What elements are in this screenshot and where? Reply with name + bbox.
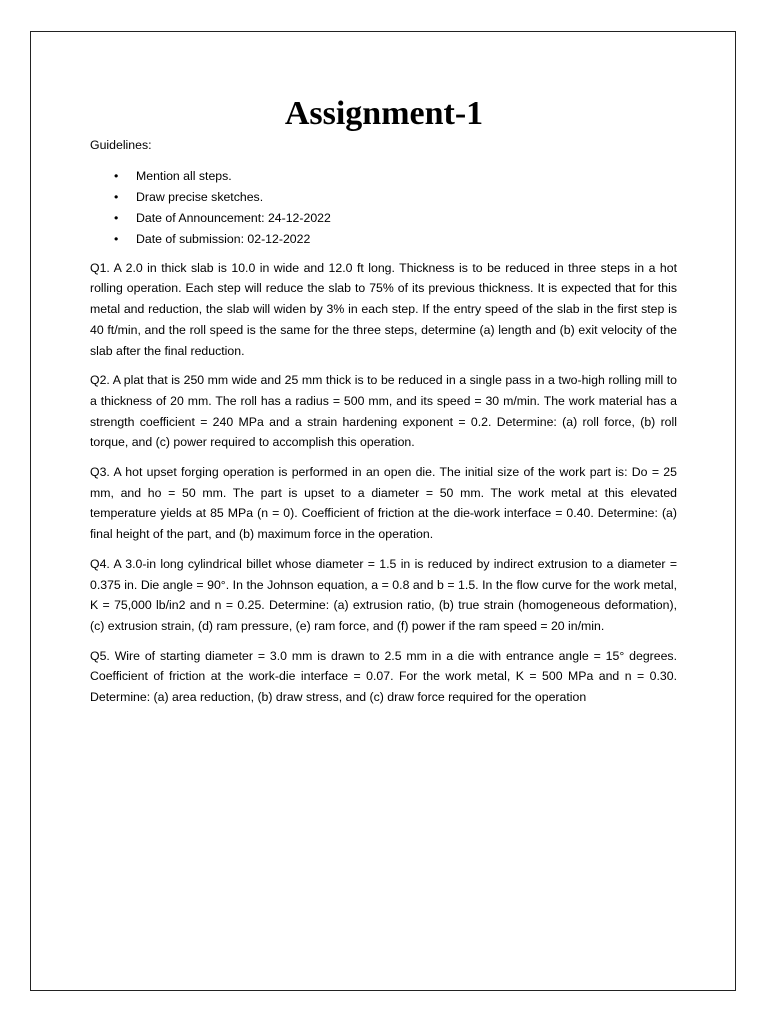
guideline-text: Date of submission: 02-12-2022 (136, 231, 311, 246)
question-1: Q1. A 2.0 in thick slab is 10.0 in wide and 12.0 ft long. Thickness is to be reduced in three steps in a hot rolling operation. Each step will reduce the slab to 75% of its previous thickness. It is expected that for this metal and reduction, the slab will widen by 3% in each step. If the entry speed of the slab in the first step is 40 ft/min, and the roll speed is the same for the three steps, determine (a) length and (b) exit velocity of the slab after the final reduction. (90, 260, 677, 358)
bullet-icon: • (114, 168, 119, 183)
bullet-icon: • (114, 210, 119, 225)
guideline-text: Date of Announcement: 24-12-2022 (136, 210, 331, 225)
question-5: Q5. Wire of starting diameter = 3.0 mm is drawn to 2.5 mm in a die with entrance angle = 15° degrees. Coefficient of friction at the work-die interface = 0.07. For the work metal, K = 500 MPa and n = 0.30. Determine: (a) area reduction, (b) draw stress, and (c) draw force required for the operation (90, 648, 677, 705)
bullet-icon: • (114, 231, 119, 246)
guideline-text: Draw precise sketches. (136, 189, 264, 204)
question-3: Q3. A hot upset forging operation is performed in an open die. The initial size of the work part is: Do = 25 mm, and ho = 50 mm. The part is upset to a diameter = 50 mm. The work metal at this elevated temperature yields at 85 MPa (n = 0). Coefficient of friction at the die-work interface = 0.40. Determine: (a) final height of the part, and (b) maximum force in the operation. (90, 465, 677, 542)
guidelines-heading: Guidelines: (90, 138, 152, 152)
bullet-icon: • (114, 189, 119, 204)
guideline-item (90, 208, 677, 229)
question-2: Q2. A plat that is 250 mm wide and 25 mm thick is to be reduced in a single pass in a two-high rolling mill to a thickness of 20 mm. The roll has a radius = 500 mm, and its speed = 30 m/min. The work material has a strength coefficient = 240 MPa and a strain hardening exponent = 0.2. Determine: (a) roll force, (b) roll torque, and (c) power required to accomplish this operation. (90, 373, 677, 450)
question-4: Q4. A 3.0-in long cylindrical billet whose diameter = 1.5 in is reduced by indirect extrusion to a diameter = 0.375 in. Die angle = 90°. In the Johnson equation, a = 0.8 and b = 1.5. In the flow curve for the work metal, K = 75,000 lb/in2 and n = 0.25. Determine: (a) extrusion ratio, (b) true strain (homogeneous deformation), (c) extrusion strain, (d) ram pressure, (e) ram force, and (f) power if the ram speed = 20 in/min. (90, 556, 677, 633)
document-body (90, 135, 677, 708)
guideline-item (90, 229, 677, 250)
guidelines-list (90, 166, 677, 250)
guideline-text: Mention all steps. (136, 168, 232, 183)
page-title: Assignment-1 (284, 95, 484, 132)
guideline-item (90, 166, 677, 187)
guideline-item (90, 187, 677, 208)
